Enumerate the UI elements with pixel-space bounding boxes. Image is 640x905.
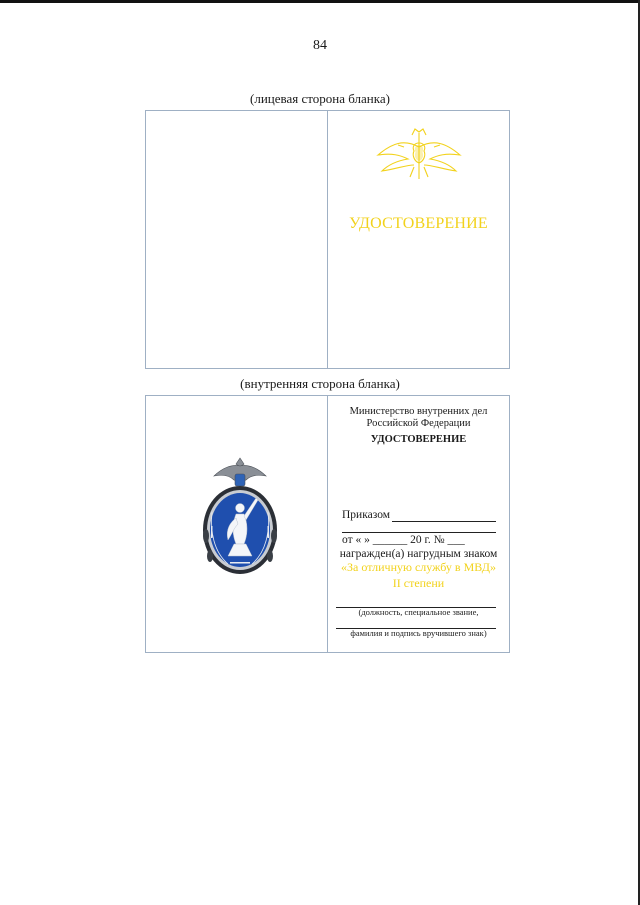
- page-number: 84: [313, 38, 327, 53]
- inner-side-caption: (внутренняя сторона бланка): [240, 376, 400, 391]
- date-number-line: от « » ______ 20 г. № ___: [342, 534, 465, 546]
- mvd-eagle-emblem-icon: [374, 125, 464, 183]
- badge-degree: II степени: [392, 576, 445, 590]
- front-side-caption: (лицевая сторона бланка): [250, 91, 390, 106]
- position-rank-note: (должность, специальное звание,: [358, 607, 479, 617]
- inner-certificate-title: УДОСТОВЕРЕНИЕ: [370, 434, 467, 445]
- ministry-line-2: Российской Федерации: [366, 418, 471, 429]
- order-blank-line: [392, 521, 496, 522]
- front-certificate-title: УДОСТОВЕРЕНИЕ: [349, 215, 488, 232]
- name-signature-note: фамилия и подпись вручившего знак): [350, 628, 487, 638]
- order-label: Приказом: [342, 509, 391, 521]
- awarded-text: награжден(а) нагрудным знаком: [339, 548, 498, 560]
- ministry-name: [328, 406, 509, 430]
- scan-edge-top: [0, 0, 640, 3]
- badge-name: «За отличную службу в МВД»: [341, 560, 496, 574]
- mvd-award-badge-icon: [198, 452, 282, 578]
- certificate-inner-side: [145, 395, 510, 653]
- order-blank-line-2: [342, 532, 496, 533]
- certificate-front-side: [145, 110, 510, 369]
- ministry-line-1: Министерство внутренних дел: [349, 406, 488, 417]
- fold-line: [327, 111, 328, 368]
